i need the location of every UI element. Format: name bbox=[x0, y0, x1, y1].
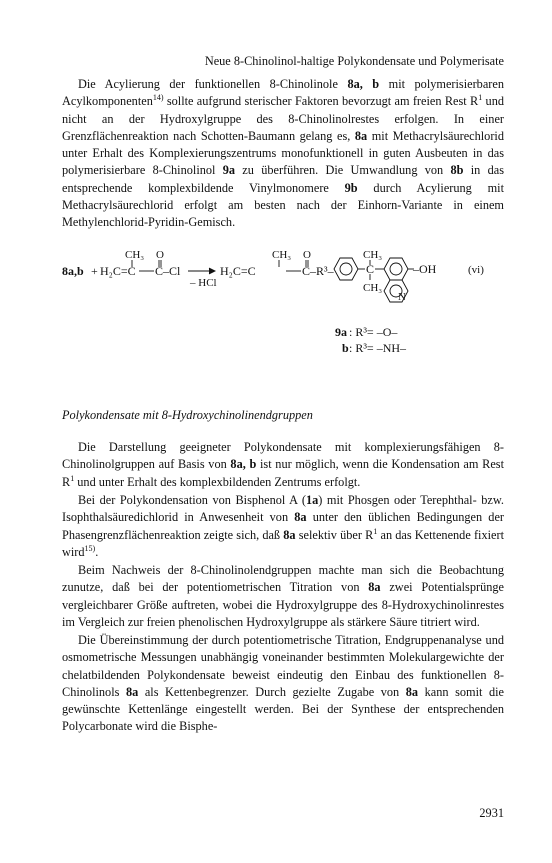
product-oxygen: O bbox=[303, 249, 311, 261]
reaction-scheme bbox=[62, 248, 504, 358]
quat-methyl-top: CH₃ bbox=[363, 249, 383, 261]
running-header: Neue 8-Chinolinol-haltige Polykondensate und Polymerisate bbox=[204, 54, 504, 68]
reagent-vinyl: H₂C=C bbox=[100, 264, 136, 278]
variant-b-text: : R³= –NH– bbox=[349, 341, 407, 355]
paragraph-acylation: Die Acylierung der funktionellen 8-Chinolinole 8a, b mit polymerisierbaren Acylkomponenten$^{14)}$ sollte aufgrund sterischer Faktoren bevorzugt am freien Rest $R^1$ und nicht an der Hydroxylgruppe des 8-Chinolinolrestes erfolgen. In einer Grenzflächenreaktion nach Schotten-Baumann gelang es, 8a mit Methacrylsäurechlorid unter Erhalt des Komplexierungszentrums monofunktionell in guten Ausbeuten in das polymerisierbare 8-Chinolinol 9a zu überführen. Die Umwandlung von 8b in das entsprechende komplexbildende Vinylmonomere 9b durch Acylierung mit Methacrylsäurechlorid erfolgt am besten nach der Einhorn-Variante in einem Methylenchlorid-Pyridin-Gemisch. bbox=[62, 77, 505, 230]
reagent-oxygen: O bbox=[156, 249, 164, 261]
reagent-acyl-chloride: C–Cl bbox=[155, 264, 181, 278]
plus-sign: + bbox=[91, 264, 98, 278]
paragraph-bisphenol: Bei der Polykondensation von Bisphenol A (1a) mit Phosgen oder Terephthal- bzw. Isophthalsäuredichlorid in Anwesenheit von 8a unter den üblichen Bedingungen der Phasengrenzflächenreaktion zeigte sich, daß 8a selektiv über $R^1$ an das Kettenende fixiert wird$^{15)}$. bbox=[62, 493, 505, 559]
variant-b-label: b bbox=[342, 341, 349, 355]
product-ester-amide: C–R³– bbox=[302, 264, 334, 278]
hydroxyl-group: –OH bbox=[413, 262, 437, 276]
quinoline-nitrogen: N bbox=[398, 291, 406, 303]
page-number: 2931 bbox=[479, 806, 504, 820]
paragraph-titration: Beim Nachweis der 8-Chinolinolendgruppen machte man sich die Beobachtung zunutze, daß bei der potentiometrischen Titration von 8a zwei Potentialsprünge vergleichbarer Größe auftreten, wobei die Hydroxylgruppe des 8-Hydroxychinolinrestes im Vergleich zur freien phenolischen Hydroxylgruppe als stärkere Säure titriert wird. bbox=[62, 563, 504, 629]
quat-methyl-bottom: CH₃ bbox=[363, 282, 383, 294]
arrow-byproduct: – HCl bbox=[190, 277, 217, 289]
reagent-methyl: CH₃ bbox=[125, 249, 145, 261]
equation-number: (vi) bbox=[468, 264, 484, 276]
quat-carbon: C bbox=[366, 262, 375, 276]
section-heading: Polykondensate mit 8-Hydroxychinolinendgruppen bbox=[62, 408, 313, 422]
paragraph-polycondensates: Die Darstellung geeigneter Polykondensate mit komplexierungsfähigen 8-Chinolinolgruppen auf Basis von 8a, b ist nur möglich, wenn die Kondensation am Rest $R^1$ und unter Erhalt des komplexbildenden Zentrums erfolgt. bbox=[62, 440, 504, 489]
paragraph-molecular-weights: Die Übereinstimmung der durch potentiometrische Titration, Endgruppenanalyse und osmometrische Messungen unabhängig voneinander bestimmten Molekulargewichte der chelatbildenden Polykondensate beweist eindeutig den Einbau des funktionellen 8-Chinolinols 8a als Kettenbegrenzer. Durch gezielte Zugabe von 8a kann somit die gewünschte Kettenlänge eingestellt werden. Bei der Synthese der entsprechenden Polycarbonate wird die Bisphe- bbox=[62, 633, 504, 734]
reaction-diagram bbox=[62, 248, 504, 358]
product-vinyl: H₂C=C bbox=[220, 264, 256, 278]
reactant-label: 8a,b bbox=[62, 264, 84, 278]
variant-a-label: 9a bbox=[335, 325, 347, 339]
product-methyl: CH₃ bbox=[272, 249, 292, 261]
variant-a-text: : R³= –O– bbox=[349, 325, 398, 339]
